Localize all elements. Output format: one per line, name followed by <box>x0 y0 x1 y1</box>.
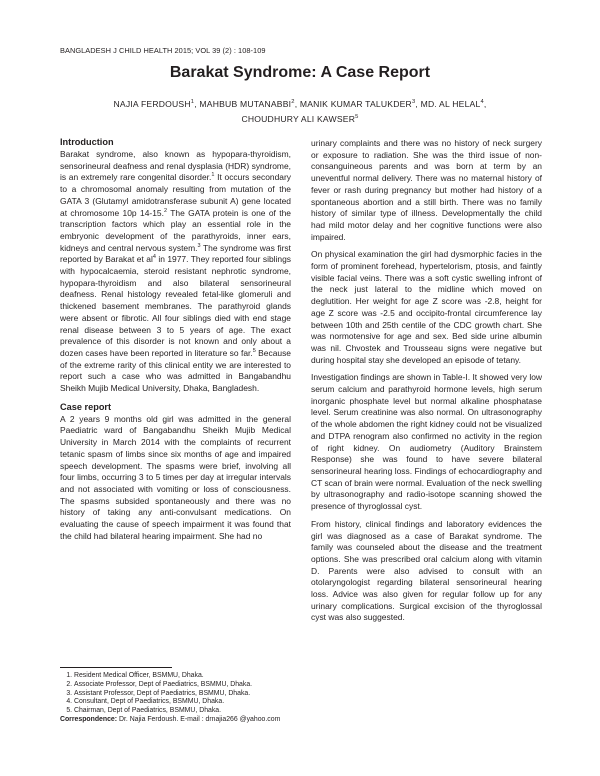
case-report-paragraph: A 2 years 9 months old girl was admitted in the general Paediatric ward of Bangabandhu Sheikh Mujib Medical University in March 2014 with the complaints of recurrent tetanic spasm of limbs since six months of age and impaired speech development. The spasms were brief, involving all four limbs, occurring 3 to 5 times per day at irregular intervals and not associated with vomiting or loss of consciousness. The spasms subsided spontaneously and there was no history of taking any anti-convulsant medications. On evaluating the cause of speech impairment it was found that the child had bilateral hearing impairment. She had no <box>60 413 291 541</box>
author-affiliation-mark: 5 <box>355 113 359 120</box>
author-affiliation-mark: 1 <box>190 99 195 105</box>
author-name: CHOUDHURY ALI KAWSER <box>241 113 356 124</box>
author-name: MANIK KUMAR TALUKDER <box>299 98 412 109</box>
author-affiliation-mark: 2 <box>291 99 295 105</box>
footnote-item: 5. Chairman, Dept of Paediatrics, BSMMU, Dhaka. <box>74 707 294 716</box>
citation-mark: 5 <box>252 348 256 355</box>
author-name: MD. AL HELAL <box>420 98 481 109</box>
investigation-paragraph: Investigation findings are shown in Table-I. It showed very low serum calcium and parathyroid hormone levels, high serum inorganic phosphate level but normal alkaline phosphatase level. Serum creatinine was also normal. On ultrasonography of the whole abdomen the right kidney could not be visualized and DTPA renogram also confirmed no activity in the region of right kidney. On audiometry (Auditory Brainstem Response) she was found to have severe bilateral sensorineural hearing loss. Findings of echocardiography and CT scan of brain were normal. Evaluation of the neck swelling by ultrasonography and radio-isotope scanning showed the presence of thyroglossal cyst. <box>311 372 542 512</box>
section-heading-introduction: Introduction <box>60 137 114 147</box>
section-heading-case-report: Case report <box>60 401 112 412</box>
citation-mark: 2 <box>163 207 167 214</box>
footnote-item: 2. Associate Professor, Dept of Paediatrics, BSMMU, Dhaka. <box>74 681 294 690</box>
author-affiliation-mark: 3 <box>411 99 416 105</box>
footnotes <box>60 672 294 725</box>
citation-mark: 3 <box>197 242 201 249</box>
author-line-1: NAJIA FERDOUSH$^1$, MAHBUB MUTANABBI$^2$, MANIK KUMAR TALUKDER$^3$, MD. AL HELAL$^4$, <box>113 98 487 109</box>
author-line-2 <box>60 111 540 126</box>
author-affiliation-mark: 4 <box>480 99 484 105</box>
citation-mark: 4 <box>152 254 156 261</box>
case-report-paragraph-continued: urinary complaints and there was no history of neck surgery or exposure to radiation. She was the third issue of non-consanguineous parents and was born at term by an uneventful normal delivery. There was no maternal history of fever or rash during pregnancy but mother had history of a spontaneous abortion and a still birth. There was no family history of similar type of illness. Developmentally the child had mild motor delay and her cognitive functions were also impaired. <box>311 138 542 242</box>
footnote-item: 4. Consultant, Dept of Paediatrics, BSMMU, Dhaka. <box>74 698 294 707</box>
footnote-item: 1. Resident Medical Officer, BSMMU, Dhaka. <box>74 672 294 681</box>
right-column <box>311 138 542 630</box>
journal-header: BANGLADESH J CHILD HEALTH 2015; VOL 39 (2) : 108-109 <box>60 46 266 55</box>
author-name: MAHBUB MUTANABBI <box>199 98 292 109</box>
correspondence <box>60 716 294 725</box>
author-name: NAJIA FERDOUSH <box>113 98 191 109</box>
author-list <box>60 96 540 126</box>
article-title: Barakat Syndrome: A Case Report <box>169 64 431 81</box>
footnote-divider <box>60 667 172 668</box>
left-column <box>60 136 291 548</box>
correspondence-text: Dr. Najia Ferdoush. E-mail : drnajia266 @yahoo.com <box>117 715 281 723</box>
diagnosis-paragraph: From history, clinical findings and laboratory evidences the girl was diagnosed as a case of Barakat syndrome. The family was counseled about the disease and the treatment options. She was prescribed oral calcium along with vitamin D. Parents were also advised to consult with an otolaryngologist regarding bilateral sensorineural hearing loss. Advice was also given for regular follow up for any urinary complications. Surgical excision of the thyroglossal cyst was also suggested. <box>311 518 542 623</box>
physical-examination-paragraph: On physical examination the girl had dysmorphic facies in the form of prominent forehead, hypertelorism, ptosis, and faintly visible facial veins. There was a soft cystic swelling infront of the neck just lateral to the midline which moved on deglutition. Her weight for age Z score was -2.8, height for age Z score was -2.5 and occipito-frontal circumference lay between 10th and 25th centile of the CDC growth chart. She was normotensive for age and sex. Bed side urine albumin was nil. Chvostek and Trousseau signs were negative but during hospital stay she developed an episode of tetany. <box>311 249 542 365</box>
citation-mark: 1 <box>211 172 215 179</box>
introduction-paragraph: Barakat syndrome, also known as hypopara-thyroidism, sensorineural deafness and renal dysplasia (HDR) syndrome, is an extremely rare congenital disorder.$^1$ It occurs secondary to a chromosomal anomaly resulting from mutation of the GATA 3 (Glutamyl amidotransferase subunit A) gene located at chromosome 10p 14-15.$^2$ The GATA protein is one of the transcription factors which play an essential role in the embryonic development of the parathyroids, inner ears, kidneys and central nervous system.$^3$ The syndrome was first reported by Barakat et $al^4$ in 1977. They reported four siblings with hypocalcaemia, steroid resistant nephrotic syndrome, hypopara-thyroidism and also bilateral sensorineural deafness. Renal histology revealed fetal-like glomeruli and thickened basement membranes. The parathyroid glands were absent or fibrotic. All four siblings died with end stage renal disease between 3 to 5 years of age. The exact prevalence of this disorder is not known and only about a dozen cases have been reported in literature so far.$^5$ Because of the extreme rarity of this clinical entity we are interested to report such a case who was admitted in Bangabandhu Sheikh Mujib Medical University, Dhaka, Bangladesh. <box>60 149 291 394</box>
correspondence-label: Correspondence: <box>60 715 118 723</box>
footnote-item: 3. Assistant Professor, Dept of Paediatrics, BSMMU, Dhaka. <box>74 690 294 699</box>
